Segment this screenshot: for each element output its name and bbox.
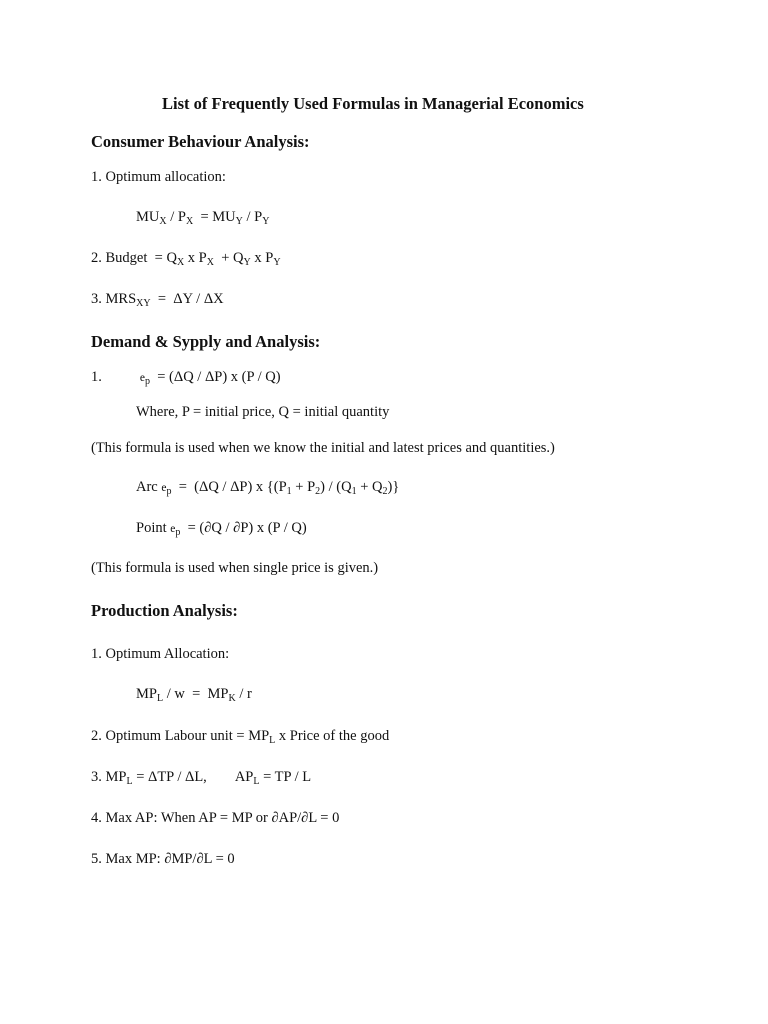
demand-where-text: Where, P = initial price, Q = initial quantity bbox=[136, 404, 390, 420]
consumer-mrs-formula: 3. $MRS_{XY} = \Delta Y / \Delta X$ bbox=[91, 291, 224, 309]
demand-arc-formula: Arc $e_p = (\Delta Q / \Delta P)$ x $\{(P_1 + P_2) / (Q_1 + Q_2)\}$ bbox=[136, 479, 400, 497]
page-title: List of Frequently Used Formulas in Managerial Economics bbox=[162, 94, 584, 113]
consumer-budget-formula: 2. Budget = $Q_X$ x $P_X + Q_Y$ x $P_Y$ bbox=[91, 250, 281, 268]
consumer-optimum-formula: $MU_X / P_X = MU_Y / P_Y$ bbox=[136, 209, 270, 227]
demand-item-1-formula: 1. $e_p = (\Delta Q / \Delta P)$ x (P / Q) bbox=[91, 369, 281, 387]
demand-note-2: (This formula is used when single price is given.) bbox=[91, 560, 379, 576]
heading-production: Production Analysis: bbox=[91, 601, 238, 620]
production-item-4: 4. Max AP: When AP = MP or ∂AP/∂L = 0 bbox=[91, 810, 340, 826]
demand-point-formula: Point $e_p = (\partial Q / \partial P)$ x (P / Q) bbox=[136, 520, 307, 538]
heading-consumer-behaviour: Consumer Behaviour Analysis: bbox=[91, 132, 310, 151]
production-item-2: 2. Optimum Labour unit = $MP_L$ x Price of the good bbox=[91, 728, 390, 746]
heading-demand-supply: Demand & Sypply and Analysis: bbox=[91, 332, 321, 351]
production-item-3: 3. $MP_L = \Delta TP / \Delta L$, $AP_L$ = TP / L bbox=[91, 769, 312, 787]
production-optimum-formula: $MP_L / w = MP_K / r$ bbox=[136, 686, 252, 704]
consumer-item-1-label: 1. Optimum allocation: bbox=[91, 169, 226, 185]
production-item-5: 5. Max MP: ∂MP/∂L = 0 bbox=[91, 851, 235, 867]
demand-note-1: (This formula is used when we know the initial and latest prices and quantities.) bbox=[91, 440, 555, 456]
production-item-1-label: 1. Optimum Allocation: bbox=[91, 646, 230, 662]
